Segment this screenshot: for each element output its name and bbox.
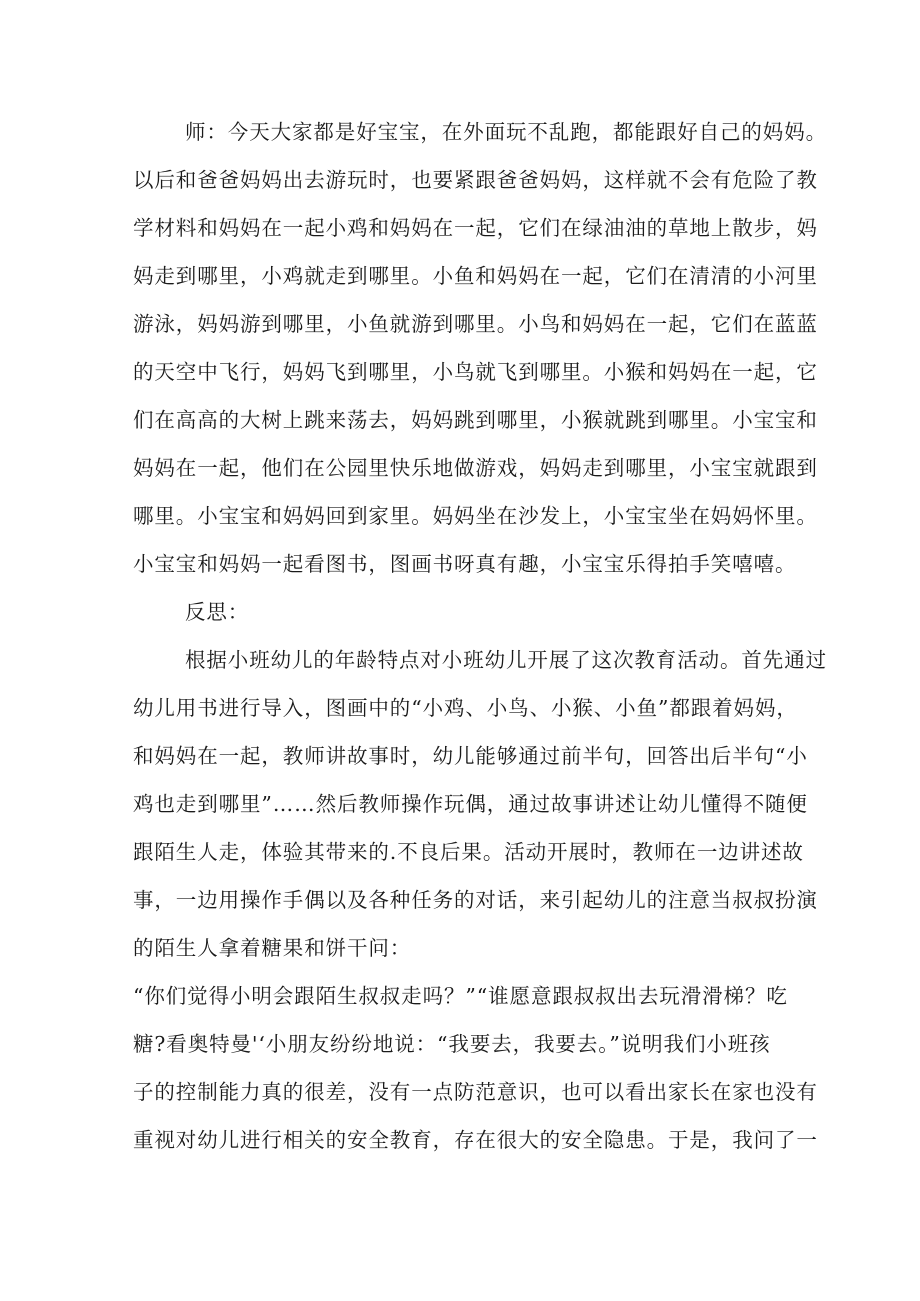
text-line: 重视对幼儿进行相关的安全教育，存在很大的安全隐患。于是，我问了一 xyxy=(133,1128,818,1152)
text-line: 子的控制能力真的很差，没有一点防范意识，也可以看出家长在家也没有 xyxy=(133,1080,818,1104)
text-line: 和妈妈在一起，教师讲故事时，幼儿能够通过前半句，回答出后半句“小 xyxy=(133,744,808,768)
text-line: 糖?看奥特曼'‘小朋友纷纷地说：“我要去，我要去。”说明我们小班孩 xyxy=(133,1032,771,1056)
text-line: 根据小班幼儿的年龄特点对小班幼儿开展了这次教育活动。首先通过 xyxy=(185,648,827,672)
text-line: 游泳，妈妈游到哪里，小鱼就游到哪里。小鸟和妈妈在一起，它们在蓝蓝 xyxy=(133,312,818,336)
text-line: “你们觉得小明会跟陌生叔叔走吗？”“谁愿意跟叔叔出去玩滑滑梯？吃 xyxy=(133,984,788,1008)
text-line: 哪里。小宝宝和妈妈回到家里。妈妈坐在沙发上，小宝宝坐在妈妈怀里。 xyxy=(133,504,818,528)
text-line: 的天空中飞行，妈妈飞到哪里，小鸟就飞到哪里。小猴和妈妈在一起，它 xyxy=(133,360,818,384)
text-line: 小宝宝和妈妈一起看图书，图画书呀真有趣，小宝宝乐得拍手笑嘻嘻。 xyxy=(133,552,797,576)
text-line: 们在高高的大树上跳来荡去，妈妈跳到哪里，小猴就跳到哪里。小宝宝和 xyxy=(133,408,818,432)
text-line: 妈妈在一起，他们在公园里快乐地做游戏，妈妈走到哪里，小宝宝就跟到 xyxy=(133,456,818,480)
text-line: 学材料和妈妈在一起小鸡和妈妈在一起，它们在绿油油的草地上散步，妈 xyxy=(133,216,818,240)
text-line: 幼儿用书进行导入，图画中的“小鸡、小鸟、小猴、小鱼”都跟着妈妈， xyxy=(133,696,798,720)
text-line: 事，一边用操作手偶以及各种任务的对话，来引起幼儿的注意当叔叔扮演 xyxy=(133,888,818,912)
text-line: 以后和爸爸妈妈出去游玩时，也要紧跟爸爸妈妈，这样就不会有危险了教 xyxy=(133,168,818,192)
section-heading: 反思： xyxy=(185,600,250,624)
text-line: 跟陌生人走，体验其带来的.不良后果。活动开展时，教师在一边讲述故 xyxy=(133,840,804,864)
text-line: 师：今天大家都是好宝宝，在外面玩不乱跑，都能跟好自己的妈妈。 xyxy=(185,120,827,144)
text-line: 妈走到哪里，小鸡就走到哪里。小鱼和妈妈在一起，它们在清清的小河里 xyxy=(133,264,818,288)
text-line: 的陌生人拿着糖果和饼干问： xyxy=(133,936,412,960)
text-line: 鸡也走到哪里”……然后教师操作玩偶，通过故事讲述让幼儿懂得不随便 xyxy=(133,792,808,816)
